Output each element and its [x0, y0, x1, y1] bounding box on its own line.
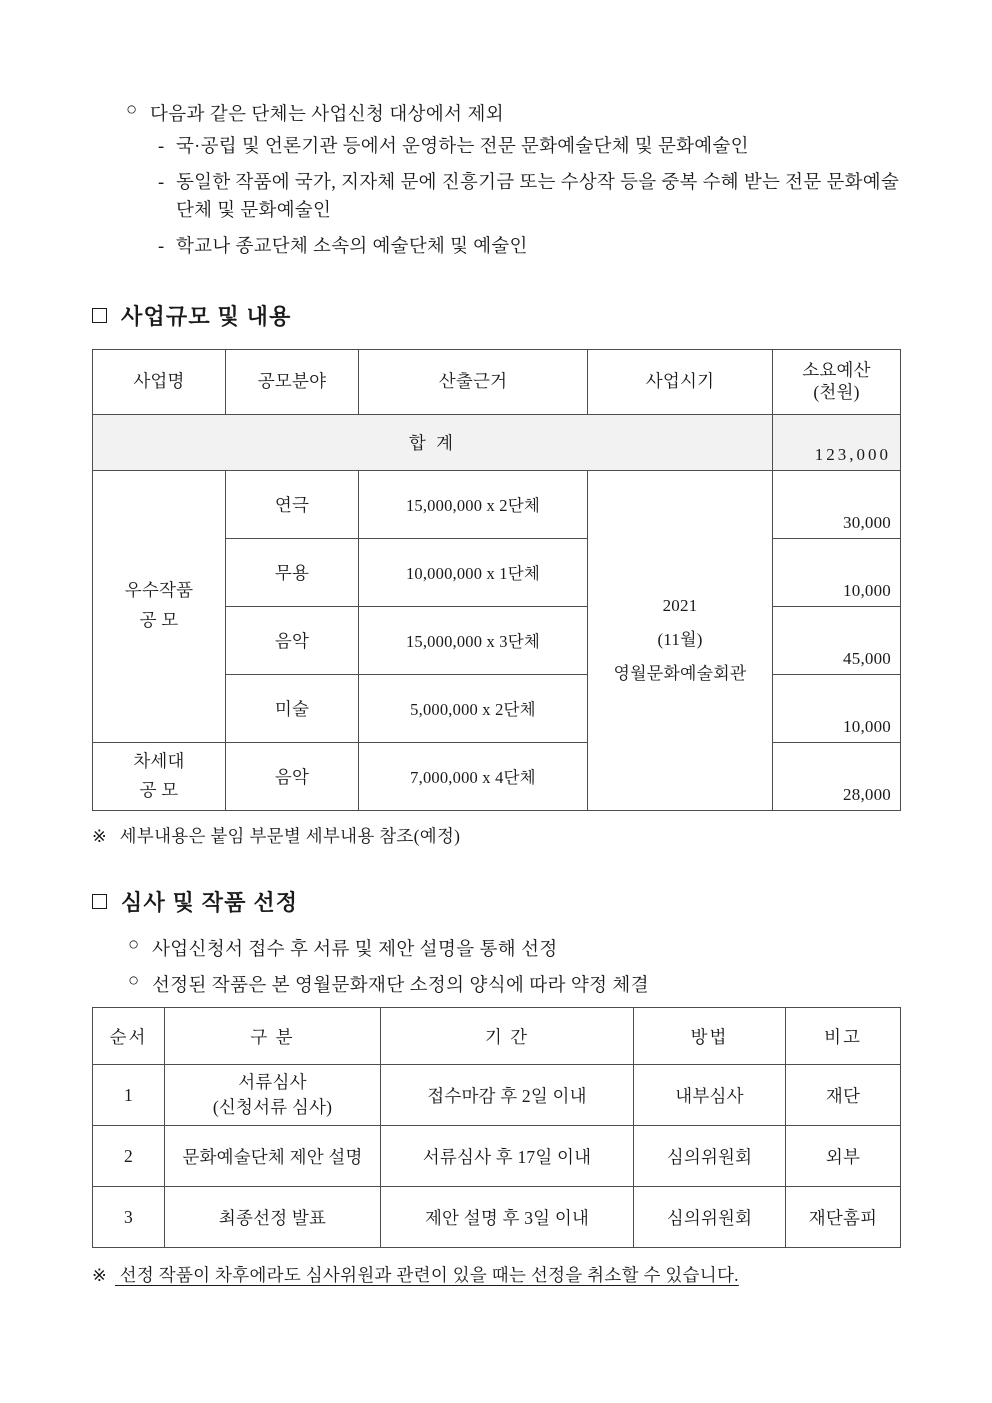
exclusion-item-label: 국·공립 및 언론기관 등에서 운영하는 전문 문화예술단체 및 문화예술인 — [176, 137, 749, 157]
field-cell: 음악 — [226, 606, 359, 674]
section-heading-scale — [92, 300, 900, 331]
method-cell: 내부심사 — [634, 1065, 786, 1126]
exclusion-item-label: 동일한 작품에 국가, 지자체 문에 진흥기금 또는 수상작 등을 중복 수혜 받는 전문 문화예술 — [176, 172, 900, 193]
budget-cell: 10,000 — [773, 538, 901, 606]
order-cell: 1 — [93, 1065, 165, 1126]
remark-cell: 재단 — [786, 1065, 901, 1126]
review-bullet-label: 선정된 작품은 본 영월문화재단 소정의 양식에 따라 약정 체결 — [152, 976, 649, 997]
exclusion-block — [92, 100, 900, 262]
total-label: 합 계 — [93, 414, 773, 470]
table-row-total — [93, 414, 901, 470]
dash-icon: - — [158, 237, 165, 258]
table-row — [93, 470, 901, 538]
dash-icon: - — [158, 137, 165, 157]
col-header-budget — [773, 349, 901, 414]
exclusion-item-label-cont: 단체 및 문화예술인 — [176, 201, 332, 222]
review-bullet — [92, 935, 900, 961]
budget-cell: 30,000 — [773, 470, 901, 538]
remark-cell: 외부 — [786, 1126, 901, 1187]
budget-table-note — [92, 823, 900, 848]
table-row — [93, 1126, 901, 1187]
budget-cell: 45,000 — [773, 606, 901, 674]
square-bullet-icon — [92, 308, 107, 323]
order-cell: 3 — [93, 1187, 165, 1248]
field-cell: 음악 — [226, 742, 359, 811]
basis-cell: 5,000,000 x 2단체 — [359, 674, 588, 742]
group-name-next — [93, 742, 226, 811]
method-cell: 심의위원회 — [634, 1187, 786, 1248]
section-heading-scale-label: 사업규모 및 내용 — [121, 303, 292, 329]
field-cell: 연극 — [226, 470, 359, 538]
group-name-line1: 우수작품 — [124, 580, 194, 601]
table-row — [93, 1065, 901, 1126]
division-line2: (신청서류 심사) — [212, 1097, 333, 1118]
exclusion-heading — [92, 100, 900, 126]
duration-cell: 접수마감 후 2일 이내 — [381, 1065, 634, 1126]
budget-cell: 10,000 — [773, 674, 901, 742]
period-place: 영월문화예술회관 — [613, 664, 747, 684]
cancellation-note — [92, 1262, 900, 1287]
group-name-line2: 공 모 — [139, 780, 179, 801]
field-cell: 무용 — [226, 538, 359, 606]
division-line1: 서류심사 — [238, 1071, 307, 1092]
exclusion-item — [92, 169, 900, 226]
table-row — [93, 1187, 901, 1248]
group-name-line1: 차세대 — [133, 750, 185, 771]
col-header-basis: 산출근거 — [359, 349, 588, 414]
col-header-duration: 기 간 — [381, 1008, 634, 1065]
square-bullet-icon — [92, 894, 107, 909]
group-name-excellent — [93, 470, 226, 742]
review-bullet-block — [92, 935, 900, 997]
division-cell: 최종선정 발표 — [165, 1187, 381, 1248]
section-heading-review — [92, 886, 900, 917]
duration-cell: 제안 설명 후 3일 이내 — [381, 1187, 634, 1248]
table-header-row — [93, 1008, 901, 1065]
field-cell: 미술 — [226, 674, 359, 742]
col-header-order: 순서 — [93, 1008, 165, 1065]
table-row — [93, 742, 901, 811]
group-name-line2: 공 모 — [139, 610, 179, 631]
basis-cell: 15,000,000 x 3단체 — [359, 606, 588, 674]
circle-marker-icon: ○ — [126, 100, 138, 120]
circle-marker-icon: ○ — [128, 935, 140, 956]
exclusion-item — [92, 133, 900, 162]
exclusion-heading-label: 다음과 같은 단체는 사업신청 대상에서 제외 — [150, 105, 505, 125]
division-cell: 문화예술단체 제안 설명 — [165, 1126, 381, 1187]
exclusion-item-label: 학교나 종교단체 소속의 예술단체 및 예술인 — [176, 237, 528, 258]
circle-marker-icon: ○ — [128, 971, 140, 992]
basis-cell: 7,000,000 x 4단체 — [359, 742, 588, 811]
col-header-field: 공모분야 — [226, 349, 359, 414]
remark-cell: 재단홈피 — [786, 1187, 901, 1248]
budget-table — [92, 349, 901, 812]
budget-cell: 28,000 — [773, 742, 901, 811]
col-header-division: 구 분 — [165, 1008, 381, 1065]
reference-mark-icon: ※ — [92, 1265, 107, 1286]
section-heading-review-label: 심사 및 작품 선정 — [121, 890, 299, 916]
method-cell: 심의위원회 — [634, 1126, 786, 1187]
col-header-period: 사업시기 — [588, 349, 773, 414]
division-cell — [165, 1065, 381, 1126]
period-year: 2021 — [662, 596, 698, 616]
col-header-remark: 비고 — [786, 1008, 901, 1065]
col-header-project: 사업명 — [93, 349, 226, 414]
col-header-method: 방법 — [634, 1008, 786, 1065]
reference-mark-icon: ※ — [92, 826, 107, 847]
duration-cell: 서류심사 후 17일 이내 — [381, 1126, 634, 1187]
col-header-budget-line2: (천원) — [813, 381, 860, 402]
dash-icon: - — [158, 172, 165, 193]
basis-cell: 10,000,000 x 1단체 — [359, 538, 588, 606]
period-month: (11월) — [657, 630, 703, 650]
review-bullet — [92, 971, 900, 997]
period-cell — [588, 470, 773, 811]
order-cell: 2 — [93, 1126, 165, 1187]
cancellation-note-label: 선정 작품이 차후에라도 심사위원과 관련이 있을 때는 선정을 취소할 수 있습니다. — [119, 1265, 739, 1286]
budget-table-note-label: 세부내용은 붙임 부문별 세부내용 참조(예정) — [119, 826, 461, 847]
review-schedule-table — [92, 1007, 901, 1248]
exclusion-item — [92, 233, 900, 262]
table-header-row — [93, 349, 901, 414]
col-header-budget-line1: 소요예산 — [802, 359, 871, 380]
total-value: 123,000 — [773, 414, 901, 470]
basis-cell: 15,000,000 x 2단체 — [359, 470, 588, 538]
review-bullet-label: 사업신청서 접수 후 서류 및 제안 설명을 통해 선정 — [152, 940, 558, 961]
